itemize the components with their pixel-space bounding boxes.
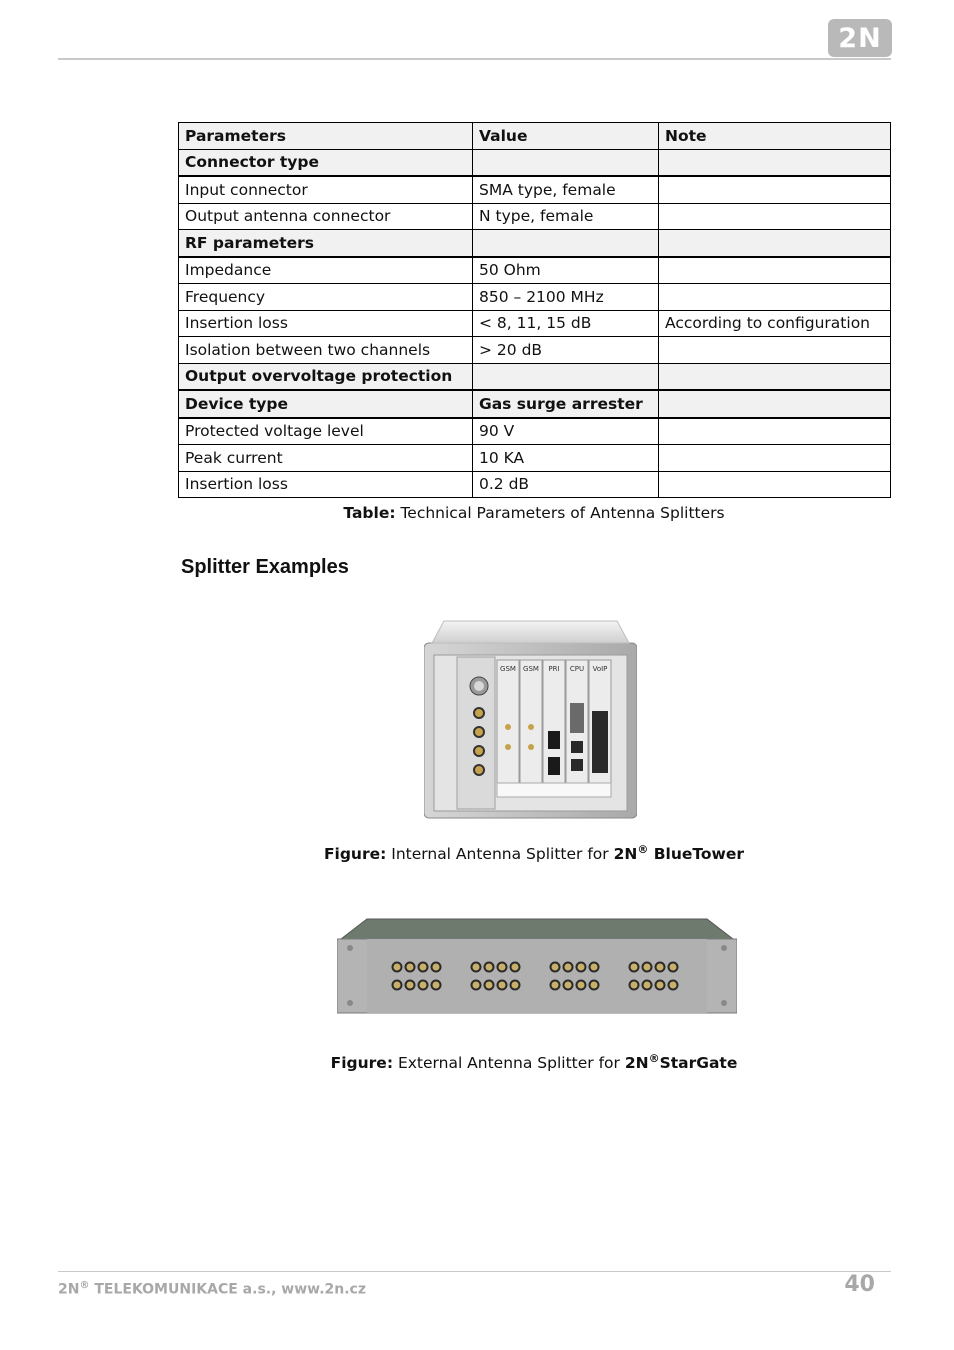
page-number: 40	[844, 1272, 875, 1297]
connector-port	[669, 981, 678, 990]
card-module	[566, 660, 588, 794]
table-cell: Output antenna connector	[179, 203, 473, 230]
table-row	[179, 390, 891, 418]
table-cell	[659, 363, 891, 390]
connector-port	[630, 963, 639, 972]
connector-port	[498, 963, 507, 972]
footer-company: 2N® TELEKOMUNIKACE a.s., www.2n.cz	[58, 1280, 366, 1298]
table-cell: 10 KA	[473, 445, 659, 472]
table-cell	[473, 363, 659, 390]
table-row	[179, 471, 891, 498]
connector-port	[511, 981, 520, 990]
table-row	[179, 418, 891, 445]
table-cell: Protected voltage level	[179, 418, 473, 445]
table-cell	[659, 230, 891, 257]
connector-port	[669, 963, 678, 972]
table-row	[179, 203, 891, 230]
table-caption: Table: Technical Parameters of Antenna Splitters	[343, 504, 725, 522]
table-cell: Output overvoltage protection	[179, 363, 473, 390]
connector-port	[590, 981, 599, 990]
connector-port	[472, 963, 481, 972]
figure-caption-bluetower: Figure: Internal Antenna Splitter for 2N® BlueTower	[323, 843, 745, 864]
table-cell	[659, 471, 891, 498]
card-module	[497, 660, 519, 794]
table-cell: 850 – 2100 MHz	[473, 284, 659, 311]
connector-port	[551, 963, 560, 972]
figure-caption-stargate: Figure: External Antenna Splitter for 2N®StarGate	[330, 1052, 738, 1073]
table-cell: Gas surge arrester	[473, 390, 659, 418]
connector-port	[406, 963, 415, 972]
table-cell	[659, 284, 891, 311]
table-cell: RF parameters	[179, 230, 473, 257]
stargate-device-image	[337, 917, 737, 1015]
table-cell: 0.2 dB	[473, 471, 659, 498]
section-title: Splitter Examples	[181, 556, 349, 578]
table-row	[179, 149, 891, 176]
connector-port	[656, 981, 665, 990]
table-row	[179, 176, 891, 203]
table-cell: Insertion loss	[179, 471, 473, 498]
table-cell	[659, 257, 891, 284]
table-header-row	[179, 123, 891, 150]
table-cell: Connector type	[179, 149, 473, 176]
connector-port	[485, 981, 494, 990]
column-header: Value	[473, 123, 659, 150]
header-divider	[58, 58, 891, 60]
table-row	[179, 445, 891, 472]
connector-port	[590, 963, 599, 972]
connector-port	[577, 981, 586, 990]
column-header: Note	[659, 123, 891, 150]
table-cell: Frequency	[179, 284, 473, 311]
connector-port	[498, 981, 507, 990]
card-module	[520, 660, 542, 794]
table-cell	[659, 203, 891, 230]
table-row	[179, 284, 891, 311]
table-cell	[659, 337, 891, 364]
table-cell: Peak current	[179, 445, 473, 472]
table-cell: 50 Ohm	[473, 257, 659, 284]
connector-port	[643, 963, 652, 972]
brand-logo: 2N	[828, 19, 892, 57]
connector-port	[406, 981, 415, 990]
table-cell: > 20 dB	[473, 337, 659, 364]
connector-port	[485, 963, 494, 972]
table-row	[179, 230, 891, 257]
table-cell: Isolation between two channels	[179, 337, 473, 364]
table-cell: Impedance	[179, 257, 473, 284]
connector-port	[643, 981, 652, 990]
table-row	[179, 337, 891, 364]
table-cell	[659, 445, 891, 472]
table-cell	[659, 418, 891, 445]
module-label: PRI	[548, 665, 560, 673]
column-header: Parameters	[179, 123, 473, 150]
table-cell: According to configuration	[659, 310, 891, 337]
connector-port	[564, 963, 573, 972]
module-label: GSM	[500, 665, 516, 673]
table-cell	[473, 230, 659, 257]
connector-port	[432, 963, 441, 972]
connector-port	[472, 981, 481, 990]
table-cell: < 8, 11, 15 dB	[473, 310, 659, 337]
table-cell: SMA type, female	[473, 176, 659, 203]
connector-port	[630, 981, 639, 990]
table-cell: Input connector	[179, 176, 473, 203]
bluetower-device-image	[424, 619, 637, 819]
table-cell	[659, 390, 891, 418]
connector-port	[656, 963, 665, 972]
module-label: VoIP	[592, 665, 608, 673]
module-label: CPU	[569, 665, 585, 673]
table-cell: Insertion loss	[179, 310, 473, 337]
connector-port	[511, 963, 520, 972]
table-cell	[659, 176, 891, 203]
card-module	[543, 660, 565, 794]
connector-port	[432, 981, 441, 990]
connector-port	[419, 963, 428, 972]
table-row	[179, 310, 891, 337]
table-cell	[659, 149, 891, 176]
module-label: GSM	[523, 665, 539, 673]
table-row	[179, 257, 891, 284]
table-cell: N type, female	[473, 203, 659, 230]
connector-port	[393, 981, 402, 990]
connector-port	[577, 963, 586, 972]
connector-port	[551, 981, 560, 990]
connector-port	[393, 963, 402, 972]
table-cell: Device type	[179, 390, 473, 418]
table-cell: 90 V	[473, 418, 659, 445]
footer-divider	[58, 1271, 891, 1272]
connector-port	[419, 981, 428, 990]
technical-parameters-table	[178, 122, 891, 498]
card-module	[589, 660, 611, 794]
connector-port	[564, 981, 573, 990]
table-row	[179, 363, 891, 390]
table-cell	[473, 149, 659, 176]
